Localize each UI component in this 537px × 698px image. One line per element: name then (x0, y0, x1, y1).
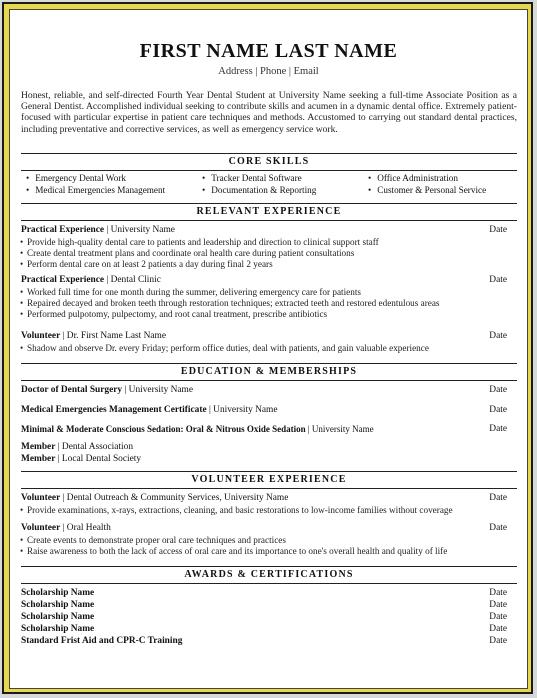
entry-date: Date (489, 600, 507, 610)
entry-org: | Dr. First Name Last Name (60, 331, 166, 341)
entry-title: Member (21, 454, 56, 464)
entry-org: | Local Dental Society (55, 454, 142, 464)
bullet-item: • Worked full time for one month during the summer, delivering emergency care for patients (27, 287, 361, 298)
bullet-item: • Provide high-quality dental care to patients and leadership and direction to clinical support staff (27, 237, 379, 248)
entry-title: Practical Experience (21, 275, 105, 285)
bullet-item: • Perform dental care on at least 2 patients a day during final 2 years (27, 259, 273, 270)
summary-paragraph: Honest, reliable, and self-directed Fourth Year Dental Student at University Name seeking a full-time Associate Position as a General Dentist. Accomplished individual seeking to contribute skills and acumen in a dynamic dental office. Extremely patient-focused with particular expertise in patient care techniques and methods. Accustomed to carrying out standard dental practices, including preventative and corrective services, as well as emergency service work. (21, 90, 517, 135)
outer-frame (2, 2, 533, 694)
section-core-skills: CORE SKILLS (21, 153, 517, 171)
entry-date: Date (489, 275, 507, 285)
bullet-item: • Create events to demonstrate proper oral care techniques and practices (27, 535, 286, 546)
bullet-item: • Repaired decayed and broken teeth through restoration techniques; extracted teeth and restored edentulous areas (27, 298, 440, 309)
entry-org: | Dental Outreach & Community Services, University Name (60, 493, 289, 503)
entry-title: Practical Experience (21, 225, 105, 235)
skill-item: • Medical Emergencies Management (26, 185, 165, 195)
contact-line: Address | Phone | Email (218, 66, 319, 77)
skill-item: • Documentation & Reporting (202, 185, 316, 195)
entry-org: | Oral Health (60, 523, 111, 533)
volunteer-entry (21, 523, 517, 534)
section-awards: AWARDS & CERTIFICATIONS (21, 566, 517, 584)
bullet-item: • Shadow and observe Dr. every Friday; perform office duties, deal with patients, and gain valuable experience (27, 343, 429, 354)
entry-title: Volunteer (21, 331, 61, 341)
skill-item: • Office Administration (368, 173, 458, 183)
education-entry (21, 405, 517, 416)
volunteer-entry (21, 493, 517, 504)
section-education: EDUCATION & MEMBERSHIPS (21, 363, 517, 381)
entry-title: Medical Emergencies Management Certificate (21, 405, 207, 415)
entry-date: Date (489, 523, 507, 533)
candidate-name: FIRST NAME LAST NAME (139, 40, 398, 62)
award-entry: Scholarship Name (21, 612, 95, 622)
bullet-item: • Provide examinations, x-rays, extractions, cleaning, and basic restorations to low-income families without coverage (27, 505, 453, 516)
education-entry (21, 442, 517, 453)
entry-date: Date (489, 636, 507, 646)
entry-title: Doctor of Dental Surgery (21, 385, 123, 395)
experience-entry (21, 225, 517, 236)
entry-org: | Dental Clinic (104, 275, 161, 285)
entry-title: Member (21, 442, 56, 452)
award-entry: Scholarship Name (21, 624, 95, 634)
skill-item: • Emergency Dental Work (26, 173, 126, 183)
experience-entry (21, 331, 517, 342)
entry-org: | University Name (305, 424, 374, 434)
bullet-item: • Create dental treatment plans and coordinate oral health care during patient consultations (27, 248, 354, 259)
entry-org: | Dental Association (55, 442, 134, 452)
section-volunteer: VOLUNTEER EXPERIENCE (21, 471, 517, 489)
section-relevant-experience: RELEVANT EXPERIENCE (21, 203, 517, 221)
entry-date: Date (489, 331, 507, 341)
experience-entry (21, 275, 517, 286)
education-entry (21, 424, 517, 435)
entry-date: Date (489, 612, 507, 622)
bullet-item: • Performed pulpotomy, pulpectomy, and root canal treatment, prescribe antibiotics (27, 309, 327, 320)
entry-title: Minimal & Moderate Conscious Sedation: Oral & Nitrous Oxide Sedation (21, 424, 306, 434)
entry-title: Volunteer (21, 493, 61, 503)
entry-org: | University Name (122, 385, 193, 395)
entry-date: Date (489, 588, 507, 598)
entry-date: Date (489, 424, 507, 434)
education-entry (21, 454, 517, 465)
entry-date: Date (489, 493, 507, 503)
bullet-item: • Raise awareness to both the lack of access of oral care and its importance to one's overall health and quality of life (27, 546, 447, 557)
entry-date: Date (489, 405, 507, 415)
award-entry: Scholarship Name (21, 600, 95, 610)
entry-date: Date (489, 385, 507, 395)
entry-title: Volunteer (21, 523, 61, 533)
entry-date: Date (489, 225, 507, 235)
award-entry: Scholarship Name (21, 588, 95, 598)
award-entry: Standard Frist Aid and CPR-C Training (21, 636, 183, 646)
resume-page (9, 9, 528, 689)
entry-date: Date (489, 624, 507, 634)
entry-org: | University Name (206, 405, 278, 415)
education-entry (21, 385, 517, 396)
skill-item: • Tracker Dental Software (202, 173, 302, 183)
skill-item: • Customer & Personal Service (368, 185, 486, 195)
entry-org: | University Name (104, 225, 175, 235)
